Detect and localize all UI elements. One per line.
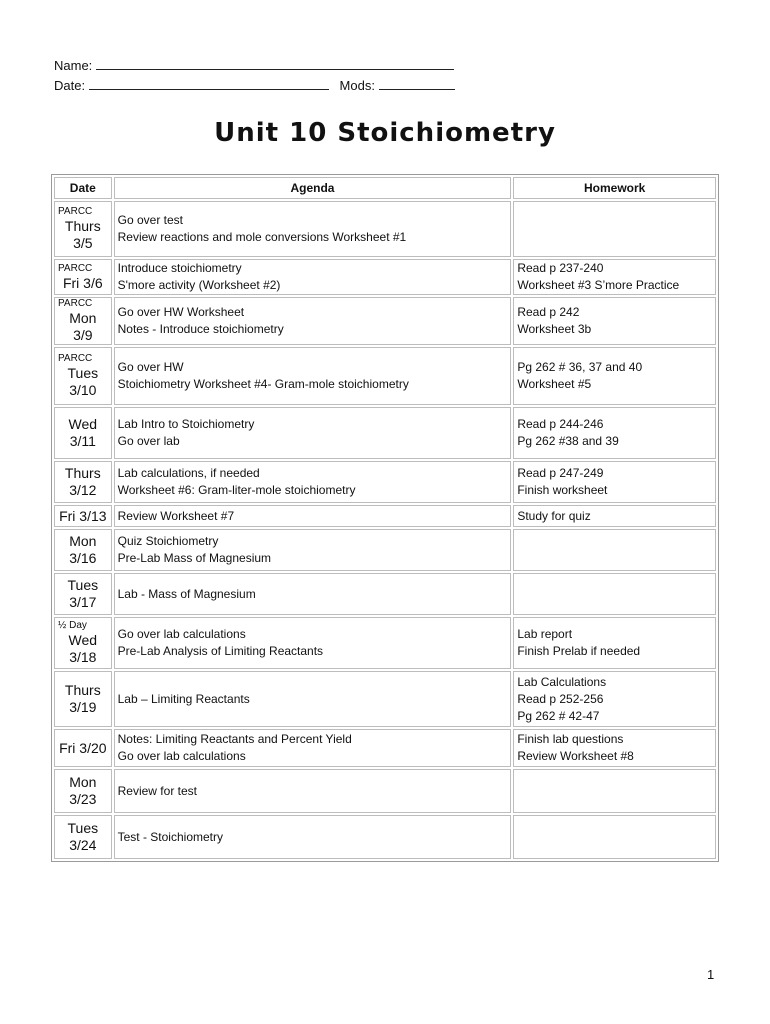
homework-cell bbox=[513, 617, 716, 669]
date-label: Date: bbox=[54, 78, 86, 93]
agenda-item: Lab – Limiting Reactants bbox=[117, 691, 250, 706]
date-cell bbox=[54, 461, 112, 503]
date-cell bbox=[54, 573, 112, 615]
name-blank-line bbox=[96, 57, 454, 70]
date-cell bbox=[54, 529, 112, 571]
date-cell bbox=[54, 505, 112, 527]
agenda-cell bbox=[114, 297, 512, 345]
date-day: Tues bbox=[67, 820, 99, 836]
date-cell bbox=[54, 201, 112, 257]
date-number: 3/10 bbox=[69, 382, 97, 398]
date-cell bbox=[54, 617, 112, 669]
table-row bbox=[54, 259, 716, 295]
schedule-table bbox=[51, 174, 719, 862]
homework-item: Worksheet #3 S’more Practice bbox=[517, 278, 680, 292]
header-homework: Homework bbox=[513, 177, 716, 199]
table-row bbox=[54, 201, 716, 257]
agenda-cell bbox=[114, 529, 512, 571]
agenda-cell bbox=[114, 573, 512, 615]
date-number: 3/17 bbox=[69, 594, 97, 610]
agenda-cell bbox=[114, 671, 512, 727]
homework-cell bbox=[513, 671, 716, 727]
homework-item: Review Worksheet #8 bbox=[517, 749, 634, 763]
homework-item: Read p 244-246 bbox=[517, 417, 604, 431]
date-day: Fri 3/20 bbox=[59, 739, 107, 756]
homework-item: Pg 262 # 36, 37 and 40 bbox=[517, 360, 643, 374]
homework-item: Lab report bbox=[517, 627, 573, 641]
date-blank-line bbox=[89, 77, 329, 90]
date-day: Mon bbox=[69, 310, 97, 326]
agenda-cell bbox=[114, 347, 512, 405]
homework-item: Read p 247-249 bbox=[517, 466, 604, 480]
table-row bbox=[54, 671, 716, 727]
homework-cell bbox=[513, 461, 716, 503]
date-number: 3/9 bbox=[73, 327, 93, 343]
date-day: Tues bbox=[67, 365, 99, 381]
table-row bbox=[54, 529, 716, 571]
agenda-item: Pre-Lab Mass of Magnesium bbox=[117, 551, 272, 565]
table-row bbox=[54, 573, 716, 615]
agenda-item: Lab Intro to Stoichiometry bbox=[117, 417, 255, 431]
agenda-cell bbox=[114, 815, 512, 859]
date-day: Thurs bbox=[64, 465, 101, 481]
date-day: Wed bbox=[68, 632, 98, 648]
table-header-row bbox=[54, 177, 716, 199]
date-day: Wed bbox=[68, 416, 98, 432]
date-number: 3/12 bbox=[69, 482, 97, 498]
date-cell bbox=[54, 671, 112, 727]
date-number: 3/24 bbox=[69, 837, 97, 853]
homework-item: Finish Prelab if needed bbox=[517, 644, 641, 658]
date-number: 3/16 bbox=[69, 550, 97, 566]
agenda-item: Go over lab bbox=[117, 434, 180, 448]
agenda-cell bbox=[114, 201, 512, 257]
agenda-item: Quiz Stoichiometry bbox=[117, 534, 219, 548]
table-row bbox=[54, 347, 716, 405]
table-row bbox=[54, 617, 716, 669]
agenda-cell bbox=[114, 407, 512, 459]
name-label: Name: bbox=[54, 58, 93, 73]
agenda-item: Test - Stoichiometry bbox=[117, 829, 223, 844]
homework-item: Read p 252-256 bbox=[517, 691, 604, 706]
agenda-cell bbox=[114, 505, 512, 527]
agenda-item: Review for test bbox=[117, 783, 197, 798]
homework-item: Lab Calculations bbox=[517, 674, 607, 689]
date-note: PARCC bbox=[58, 206, 93, 217]
table-body bbox=[54, 201, 716, 859]
date-cell bbox=[54, 297, 112, 345]
date-day: Mon bbox=[69, 774, 97, 790]
date-note: PARCC bbox=[58, 262, 93, 274]
agenda-item: Pre-Lab Analysis of Limiting Reactants bbox=[117, 644, 324, 658]
homework-cell bbox=[513, 769, 716, 813]
page-number: 1 bbox=[707, 967, 715, 982]
agenda-item: S'more activity (Worksheet #2) bbox=[117, 278, 281, 292]
mods-blank-line bbox=[379, 77, 455, 90]
homework-item: Study for quiz bbox=[517, 508, 591, 523]
mods-label: Mods: bbox=[339, 78, 375, 93]
homework-item: Finish lab questions bbox=[517, 732, 624, 746]
agenda-item: Review reactions and mole conversions Worksheet #1 bbox=[117, 230, 407, 244]
agenda-item: Go over HW Worksheet bbox=[117, 305, 245, 319]
table-row bbox=[54, 505, 716, 527]
agenda-cell bbox=[114, 461, 512, 503]
date-cell bbox=[54, 815, 112, 859]
agenda-item: Lab calculations, if needed bbox=[117, 466, 260, 480]
header-date: Date bbox=[54, 177, 112, 199]
homework-cell bbox=[513, 529, 716, 571]
table-row bbox=[54, 461, 716, 503]
homework-cell bbox=[513, 729, 716, 767]
homework-cell bbox=[513, 259, 716, 295]
date-day: Mon bbox=[69, 533, 97, 549]
homework-cell bbox=[513, 505, 716, 527]
homework-item: Finish worksheet bbox=[517, 483, 608, 497]
agenda-cell bbox=[114, 769, 512, 813]
agenda-item: Stoichiometry Worksheet #4- Gram-mole stoichiometry bbox=[117, 377, 409, 391]
homework-cell bbox=[513, 201, 716, 257]
date-note: PARCC bbox=[58, 298, 93, 309]
homework-item: Pg 262 # 42-47 bbox=[517, 708, 600, 723]
table-row bbox=[54, 297, 716, 345]
agenda-cell bbox=[114, 729, 512, 767]
table-row bbox=[54, 815, 716, 859]
agenda-item: Worksheet #6: Gram-liter-mole stoichiometry bbox=[117, 483, 356, 497]
agenda-item: Notes - Introduce stoichiometry bbox=[117, 322, 284, 336]
agenda-item: Go over HW bbox=[117, 360, 184, 374]
date-number: 3/11 bbox=[69, 433, 96, 449]
date-number: 3/5 bbox=[73, 235, 93, 251]
table-row bbox=[54, 729, 716, 767]
date-day: Tues bbox=[67, 577, 99, 593]
date-day: Fri 3/13 bbox=[59, 507, 107, 524]
name-field-row bbox=[54, 57, 454, 73]
homework-cell bbox=[513, 815, 716, 859]
homework-item: Read p 242 bbox=[517, 305, 580, 319]
page-title: Unit 10 Stoichiometry bbox=[214, 118, 556, 148]
date-note: ½ Day bbox=[58, 620, 87, 631]
agenda-item: Review Worksheet #7 bbox=[117, 508, 235, 523]
date-note: PARCC bbox=[58, 353, 93, 364]
date-field-row bbox=[54, 77, 455, 93]
date-day: Thurs bbox=[64, 682, 101, 698]
table-row bbox=[54, 769, 716, 813]
agenda-item: Go over lab calculations bbox=[117, 749, 246, 763]
homework-item: Pg 262 #38 and 39 bbox=[517, 434, 619, 448]
homework-cell bbox=[513, 297, 716, 345]
homework-item: Worksheet #5 bbox=[517, 377, 592, 391]
date-number: 3/18 bbox=[69, 649, 97, 665]
date-number: 3/19 bbox=[69, 699, 97, 715]
homework-cell bbox=[513, 347, 716, 405]
agenda-item: Notes: Limiting Reactants and Percent Yield bbox=[117, 732, 352, 746]
date-cell bbox=[54, 769, 112, 813]
homework-cell bbox=[513, 573, 716, 615]
date-day: Thurs bbox=[64, 218, 101, 234]
agenda-item: Go over lab calculations bbox=[117, 627, 246, 641]
agenda-cell bbox=[114, 617, 512, 669]
date-cell bbox=[54, 347, 112, 405]
agenda-item: Go over test bbox=[117, 213, 183, 227]
homework-cell bbox=[513, 407, 716, 459]
homework-item: Worksheet 3b bbox=[517, 322, 592, 336]
date-cell bbox=[54, 407, 112, 459]
date-day: Fri 3/6 bbox=[62, 274, 103, 291]
date-cell bbox=[54, 259, 112, 295]
header-agenda: Agenda bbox=[114, 177, 512, 199]
agenda-item: Lab - Mass of Magnesium bbox=[117, 586, 256, 601]
date-cell bbox=[54, 729, 112, 767]
table-row bbox=[54, 407, 716, 459]
date-number: 3/23 bbox=[69, 791, 97, 807]
homework-item: Read p 237-240 bbox=[517, 261, 604, 275]
agenda-cell bbox=[114, 259, 512, 295]
agenda-item: Introduce stoichiometry bbox=[117, 261, 242, 275]
